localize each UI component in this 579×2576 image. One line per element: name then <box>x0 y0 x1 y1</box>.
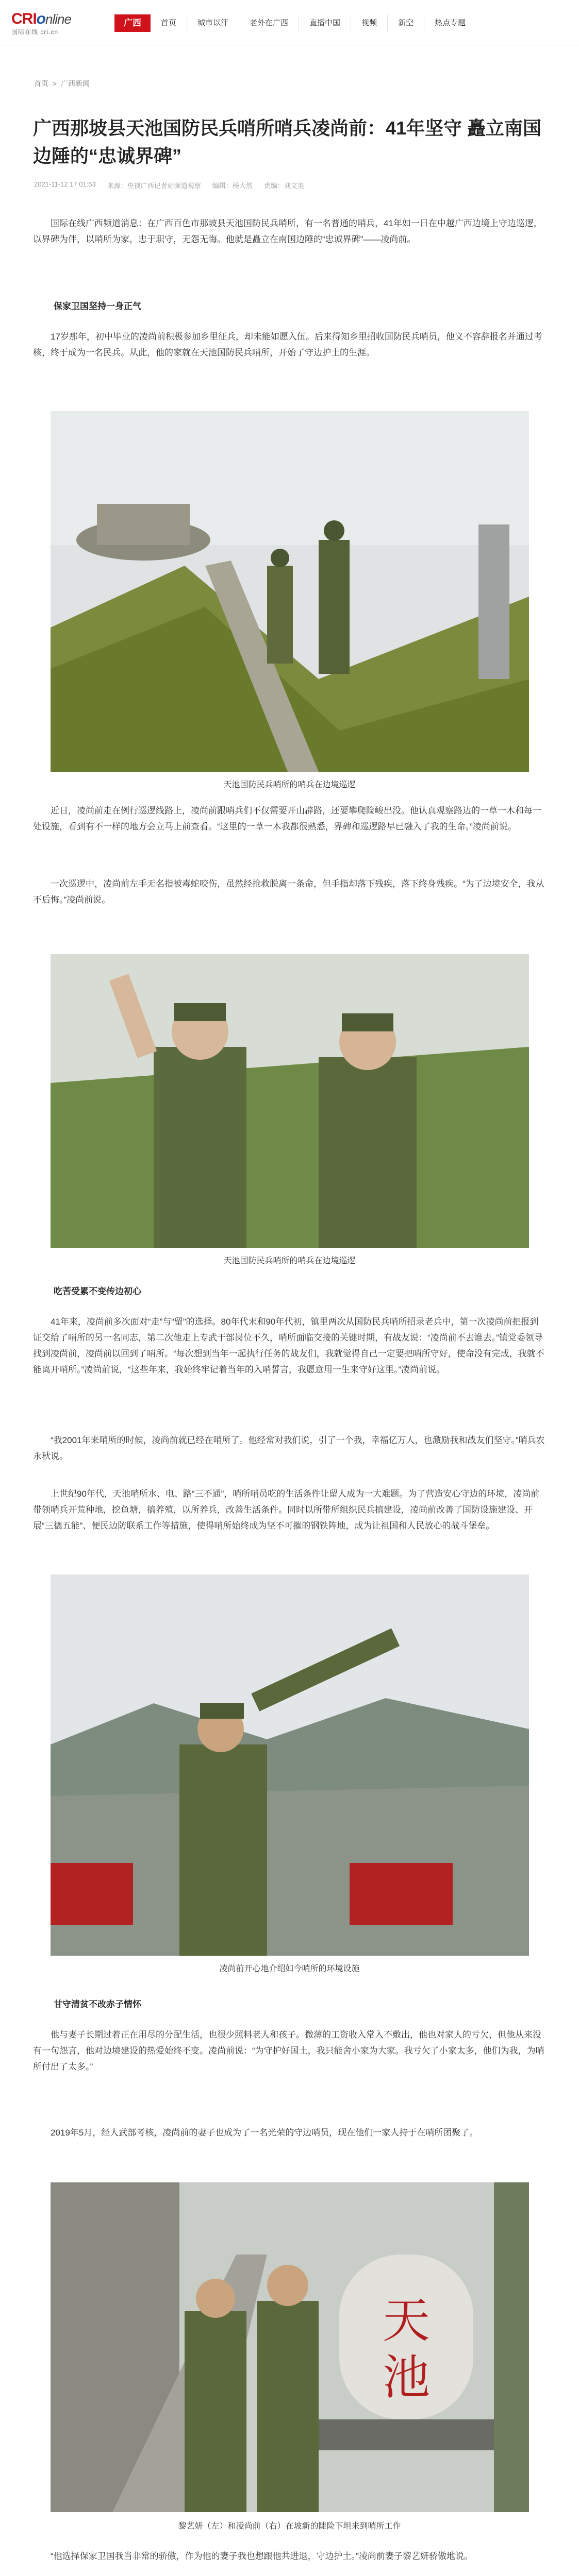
section-heading-2: 吃苦受累不变传边初心 <box>54 1286 141 1296</box>
site-logo[interactable] <box>11 10 109 37</box>
article-paragraph-2: 17岁那年，初中毕业的凌尚前积极参加乡里征兵，却未能如愿入伍。后来得知乡里招收国防民兵哨员，他义不容辞报名并通过考核，终于成为一名民兵。从此，他的家就在天池国防民兵哨所，开始了守边护土的生涯。 <box>33 332 542 358</box>
breadcrumb-separator: > <box>52 79 57 88</box>
photo-patrol-1 <box>51 411 529 772</box>
photo-patrol-2 <box>51 954 529 1248</box>
nav-item-home[interactable]: 首页 <box>151 14 187 32</box>
site-header <box>0 0 579 45</box>
photo-caption-1: 天池国防民兵哨所的哨兵在边境巡逻 <box>223 781 356 789</box>
section-heading-1: 保家卫国坚持一身正气 <box>54 301 141 311</box>
article-paragraph-8: 他与妻子长期过着正在用尽的分配生活，也很少照料老人和孩子。微薄的工资收入常入不敷出，他也对家人的亏欠，但他从来没有一句怨言，他对边境建设的热爱始终不变。凌尚前说：“为守护好国土，我只能舍小家为大家。我亏欠了小家太多，他们为我，为哨所付出了太多。” <box>33 2030 544 2072</box>
photo-couple-stone <box>51 2182 529 2512</box>
nav-item-foreigners[interactable]: 老外在广西 <box>239 14 299 32</box>
photo-caption-2: 天池国防民兵哨所的哨兵在边境巡逻 <box>223 1257 356 1265</box>
breadcrumb <box>34 78 92 89</box>
nav-item-city[interactable]: 城市以汗 <box>187 14 239 32</box>
nav-item-new[interactable]: 新空 <box>388 14 424 32</box>
section-heading-3: 甘守清贫不改赤子情怀 <box>54 1999 141 2009</box>
photo-caption-3: 凌尚前开心地介绍如今哨所的环境设施 <box>219 1964 360 1973</box>
article-paragraph-5: 41年来，凌尚前多次面对“走”与“留”的选择。80年代末和90年代初，镇里两次从国防民兵哨所招录老兵中，第一次凌尚前把报到证交给了哨所的另一名同志，第二次他走上专武干部岗位不久，哨所面临交接的关键时期，有战友说：“凌尚前不去谁去。”镇党委领导找到凌尚前，凌尚前以回到了哨所。“每次想到当年一起执行任务的战友们，我就觉得自己一定要把哨所守好，使命没有完成，我就不能离开哨所。”凌尚前说，“这些年来，我始终牢记着当年的入哨誓言，我愿意用一生来守好这里。”凌尚前说。 <box>33 1317 544 1375</box>
article-paragraph-6: “我2001年来哨所的时候，凌尚前就已经在哨所了。他经常对我们说，引了一个我，幸福亿万人，也激励我和战友们坚守。”哨兵农永秋说。 <box>33 1435 545 1461</box>
nav-item-guangxi[interactable]: 广西 <box>114 14 151 32</box>
photo-sentry-pointing <box>51 1574 529 1956</box>
breadcrumb-home[interactable]: 首页 <box>34 79 48 88</box>
svg-text:天: 天 <box>382 2295 431 2347</box>
article-paragraph-9: 2019年5月，经人武部考核，凌尚前的妻子也成为了一名光荣的守边哨员，现在他们一家人持于在哨所团聚了。 <box>51 2128 478 2138</box>
article-date: 2021-11-12 17:01:53 <box>34 180 96 188</box>
article-paragraph-7: 上世纪90年代，天池哨所水、电、路“三不通”，哨所哨员吃的生活条件让留人成为一大难题。为了营造安心守边的环境，凌尚前带领哨兵开荒种地，挖鱼塘，搞养殖，以所养兵，改善生活条件。同时以所带所组织民兵搞建设，凌尚前改善了国防设施建设、开展“三德五能”、便民边防联系工作等措施，使得哨所始终成为坚不可摧的钢铁阵地，成为让祖国和人民放心的战斗堡垒。 <box>33 1489 540 1531</box>
nav-item-video[interactable]: 视频 <box>351 14 388 32</box>
article-paragraph-10: “他选择保家卫国我当非常的骄傲，作为他的妻子我也想跟他共进退，守边护土。”凌尚前妻子黎艺妍骄傲地说。 <box>51 2551 473 2561</box>
nav-item-topics[interactable]: 热点专题 <box>435 19 466 27</box>
article-paragraph-3: 近日，凌尚前走在例行巡逻线路上，凌尚前跟哨兵们不仅需要开山辟路，还要攀爬险峻出没。他认真观察路边的一草一木和每一处设施，看到有不一样的地方会立马上前查看。“这里的一草一木我都很熟悉，界碑和巡逻路早已融入了我的生命。”凌尚前说。 <box>33 806 541 832</box>
nav-item-live[interactable]: 直播中国 <box>299 14 351 32</box>
article-paragraph-4: 一次巡逻中，凌尚前左手无名指被毒蛇咬伤，虽然经抢救脱离一条命，但手指却落下残疾，落下终身残疾。“为了边境安全，我从不后悔。”凌尚前说。 <box>33 879 544 905</box>
article-editor: 编辑：杨大然 <box>212 182 253 190</box>
article-title: 广西那坡县天池国防民兵哨所哨兵凌尚前：41年坚守 矗立南国边陲的“忠诚界碑” <box>33 117 542 166</box>
article-meta <box>34 180 544 190</box>
main-nav <box>114 14 476 32</box>
article-source: 来源：央视广西记者站频道观察 <box>107 182 201 190</box>
logo-subtitle: 国际在线 cri.cn <box>11 28 59 36</box>
breadcrumb-section[interactable]: 广西新闻 <box>60 79 90 88</box>
article-duty-editor: 责编：刘文美 <box>263 182 304 190</box>
article-paragraph-1: 国际在线广西频道消息：在广西百色市那坡县天池国防民兵哨所，有一名普通的哨兵，41年如一日在中越广西边境上守边巡逻，以界碑为伴，以哨所为家，忠于职守，无怨无悔。他就是矗立在南国边陲的“忠诚界碑”——凌尚前。 <box>33 218 542 244</box>
logo-wordmark: CRIonline <box>11 10 71 27</box>
svg-text:池: 池 <box>382 2351 431 2404</box>
photo-caption-4: 黎艺妍（左）和凌尚前（右）在坡新的陡险下坦来到哨所工作 <box>178 2522 401 2531</box>
